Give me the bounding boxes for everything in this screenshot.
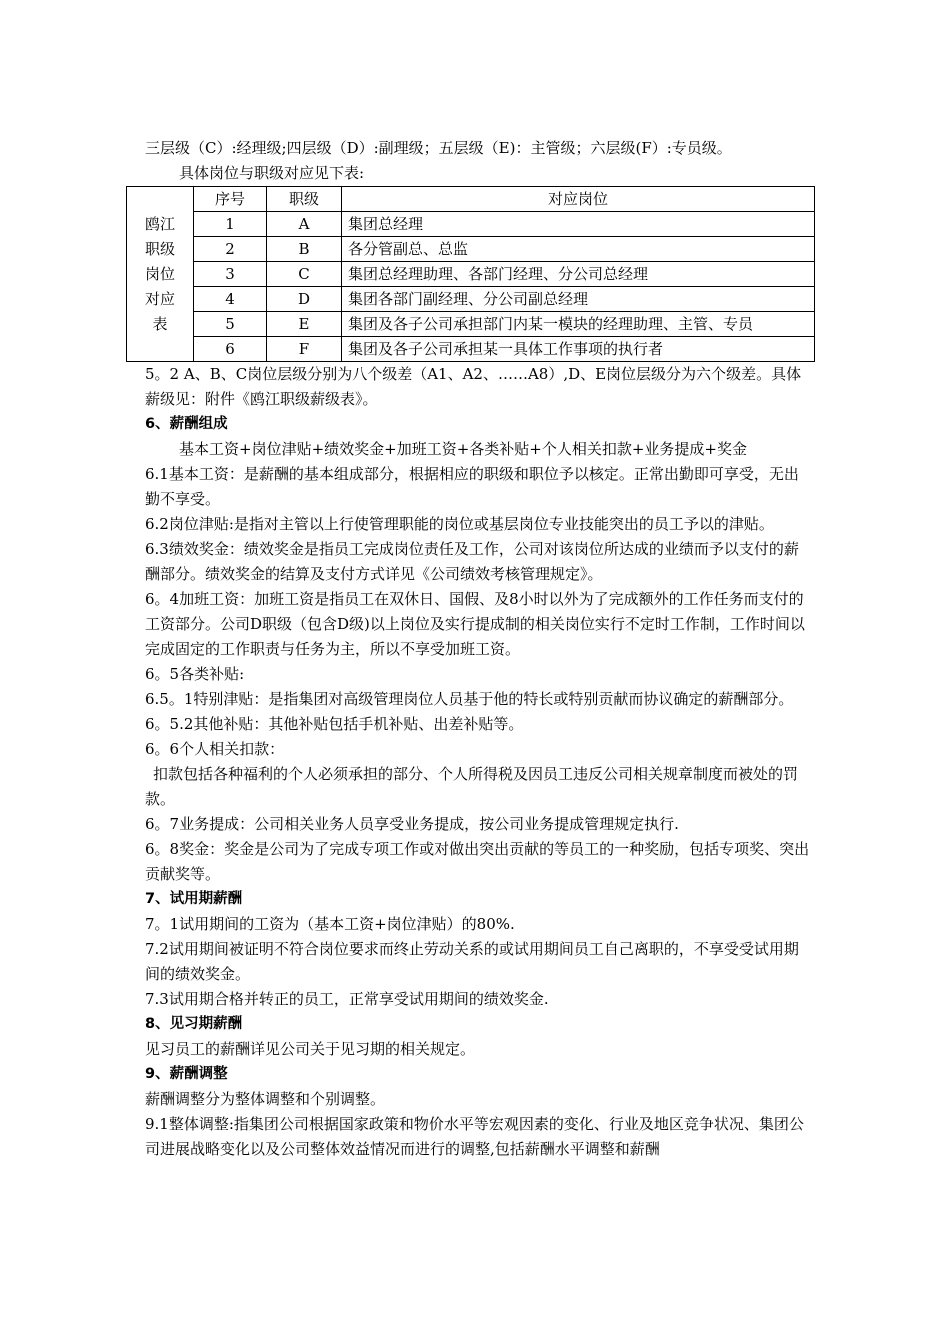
para-6-4-overtime-pay: 6。4加班工资：加班工资是指员工在双休日、国假、及8小时以外为了完成额外的工作任务而支付的工资部分。公司D职级（包含D级)以上岗位及实行提成制的相关岗位实行不定时工作制，工作时间以完成固定的工作职责与任务为主，所以不享受加班工资。 xyxy=(145,590,805,658)
para-6-8-bonus: 6。8奖金：奖金是公司为了完成专项工作或对做出突出贡献的等员工的一种奖励，包括专项奖、突出贡献奖等。 xyxy=(145,840,810,883)
para-7-1: 7。1试用期间的工资为（基本工资+岗位津贴）的80%. xyxy=(145,915,515,933)
para-8-trainee: 见习员工的薪酬详见公司关于见习期的相关规定。 xyxy=(145,1040,476,1058)
intro-line-table-caption: 具体岗位与职级对应见下表: xyxy=(179,164,365,182)
table-row xyxy=(127,287,815,312)
row-level: A xyxy=(267,212,342,237)
header-post: 对应岗位 xyxy=(342,187,815,212)
para-6-1-base-salary: 6.1基本工资：是薪酬的基本组成部分，根据相应的职级和职位予以核定。正常出勤即可享受，无出勤不享受。 xyxy=(145,465,799,508)
table-header-row xyxy=(127,187,815,212)
row-no: 2 xyxy=(194,237,267,262)
document-body xyxy=(145,136,810,1162)
grade-post-table xyxy=(126,186,815,362)
row-no: 3 xyxy=(194,262,267,287)
row-no: 6 xyxy=(194,337,267,362)
row-post: 集团各部门副经理、分公司副总经理 xyxy=(342,287,815,312)
para-5-2-grade-steps: 5。2 A、B、C岗位层级分别为八个级差（A1、A2、……A8）,D、E岗位层级分为六个级差。具体薪级见：附件《鸥江职级薪级表》。 xyxy=(145,365,802,408)
row-post: 集团及各子公司承担某一具体工作事项的执行者 xyxy=(342,337,815,362)
row-level: E xyxy=(267,312,342,337)
row-level: F xyxy=(267,337,342,362)
table-side-label: 鸥江 职级 岗位 对应 表 xyxy=(127,187,194,362)
row-post: 集团总经理 xyxy=(342,212,815,237)
para-6-6-deductions: 6。6个人相关扣款： xyxy=(145,740,285,758)
row-post: 各分管副总、总监 xyxy=(342,237,815,262)
para-9-1-overall-adjustment: 9.1整体调整:指集团公司根据国家政策和物价水平等宏观因素的变化、行业及地区竞争状况、集团公司进展战略变化以及公司整体效益情况而进行的调整,包括薪酬水平调整和薪酬 xyxy=(145,1115,804,1158)
intro-line-levels: 三层级（C）:经理级;四层级（D）:副理级；五层级（E)：主管级；六层级(F）:专员级。 xyxy=(145,139,732,157)
heading-8-trainee-pay: 8、见习期薪酬 xyxy=(145,1016,243,1032)
row-no: 5 xyxy=(194,312,267,337)
para-7-3: 7.3试用期合格并转正的员工，正常享受试用期间的绩效奖金. xyxy=(145,990,549,1008)
table-row xyxy=(127,312,815,337)
para-7-2: 7.2试用期间被证明不符合岗位要求而终止劳动关系的或试用期间员工自己离职的，不享受受试用期间的绩效奖金。 xyxy=(145,940,799,983)
para-6-5-2-other-subsidies: 6。5.2其他补贴：其他补贴包括手机补贴、出差补贴等。 xyxy=(145,715,524,733)
table-row xyxy=(127,337,815,362)
para-6-2-post-allowance: 6.2岗位津贴:是指对主管以上行使管理职能的岗位或基层岗位专业技能突出的员工予以的津贴。 xyxy=(145,515,774,533)
row-level: D xyxy=(267,287,342,312)
heading-7-probation-pay: 7、试用期薪酬 xyxy=(145,891,243,907)
heading-9-pay-adjustment: 9、薪酬调整 xyxy=(145,1066,228,1082)
para-6-7-commission: 6。7业务提成：公司相关业务人员享受业务提成，按公司业务提成管理规定执行. xyxy=(145,815,679,833)
para-9-adjustment-types: 薪酬调整分为整体调整和个别调整。 xyxy=(145,1090,386,1108)
row-post: 集团总经理助理、各部门经理、分公司总经理 xyxy=(342,262,815,287)
row-no: 1 xyxy=(194,212,267,237)
row-level: B xyxy=(267,237,342,262)
row-no: 4 xyxy=(194,287,267,312)
para-6-5-1-special-allowance: 6.5。1特别津贴：是指集团对高级管理岗位人员基于他的特长或特别贡献而协议确定的薪酬部分。 xyxy=(145,690,794,708)
row-post: 集团及各子公司承担部门内某一模块的经理助理、主管、专员 xyxy=(342,312,815,337)
para-deductions-detail: 扣款包括各种福利的个人必须承担的部分、个人所得税及因员工违反公司相关规章制度而被处的罚款。 xyxy=(145,765,799,808)
table-row xyxy=(127,262,815,287)
row-level: C xyxy=(267,262,342,287)
para-6-3-performance-bonus: 6.3绩效奖金：绩效奖金是指员工完成岗位责任及工作，公司对该岗位所达成的业绩而予以支付的薪酬部分。绩效奖金的结算及支付方式详见《公司绩效考核管理规定》。 xyxy=(145,540,799,583)
para-pay-formula: 基本工资+岗位津贴+绩效奖金+加班工资+各类补贴+个人相关扣款+业务提成+奖金 xyxy=(179,440,747,458)
header-no: 序号 xyxy=(194,187,267,212)
heading-6-pay-composition: 6、薪酬组成 xyxy=(145,416,228,432)
para-6-5-subsidies: 6。5各类补贴: xyxy=(145,665,245,683)
table-row xyxy=(127,237,815,262)
header-level: 职级 xyxy=(267,187,342,212)
table-row xyxy=(127,212,815,237)
